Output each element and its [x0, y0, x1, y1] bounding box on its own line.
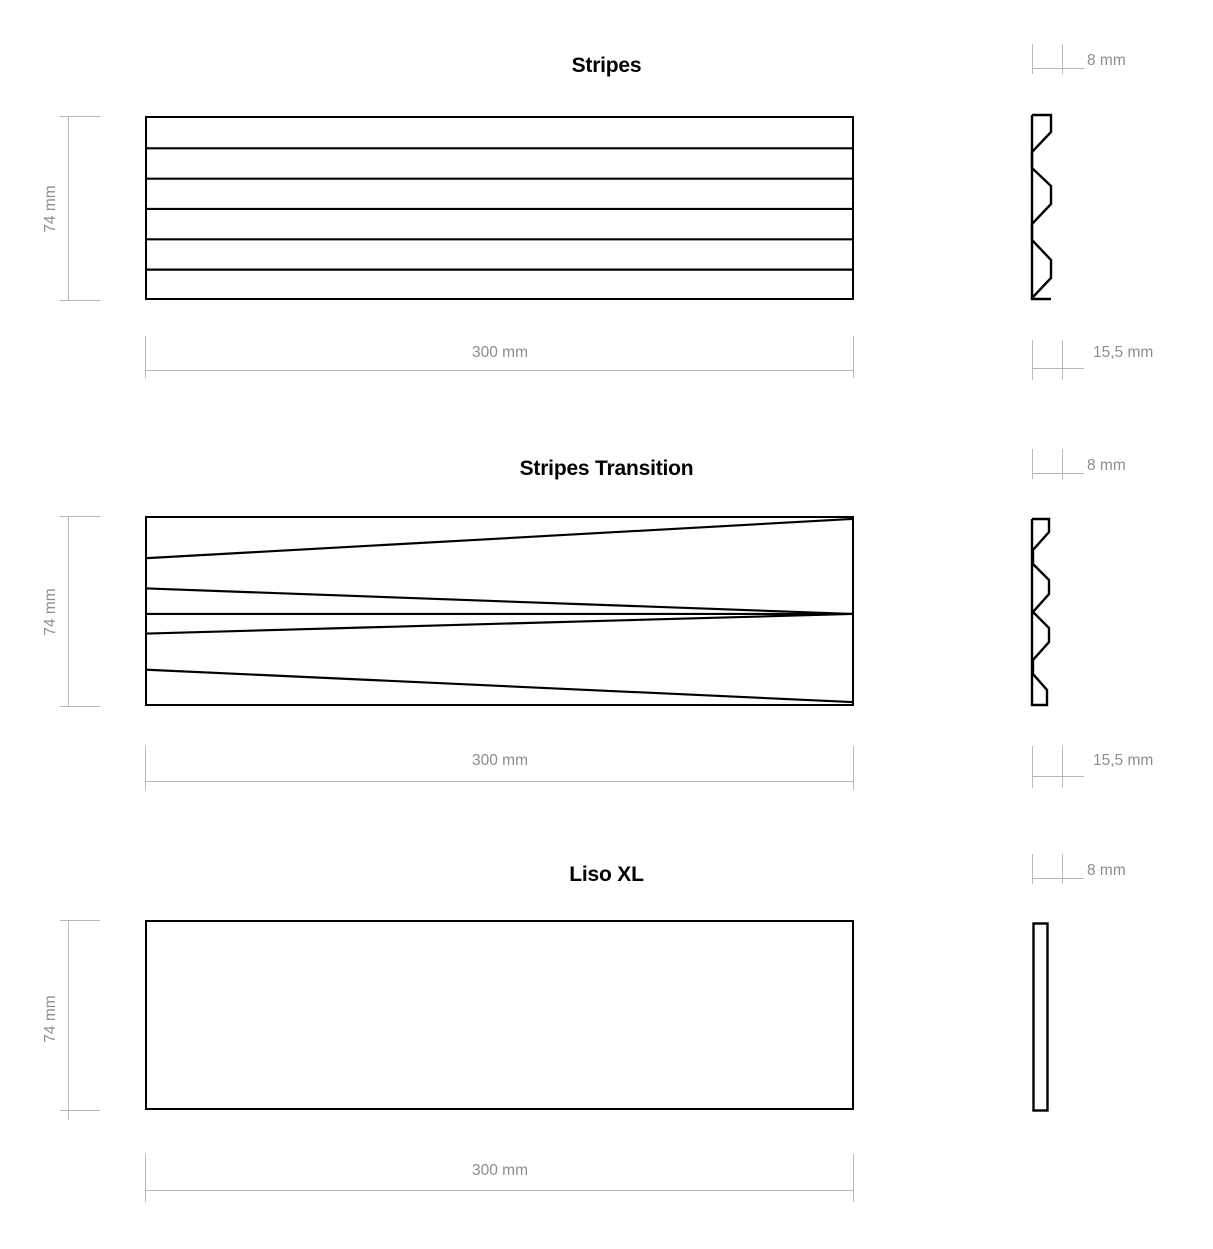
depth-dimension-line	[1032, 776, 1084, 777]
depth-extension-right	[1062, 340, 1063, 380]
thickness-dimension-line	[1032, 68, 1084, 69]
height-dimension-label: 74 mm	[42, 185, 59, 233]
width-dimension-line	[145, 781, 854, 782]
panel-title: Stripes	[571, 54, 642, 77]
width-dimension-label: 300 mm	[472, 752, 528, 769]
panel-title: Stripes Transition	[519, 457, 694, 480]
depth-extension-left	[1032, 340, 1033, 380]
section-view-stripes	[1025, 112, 1095, 302]
height-dimension-label: 74 mm	[42, 995, 59, 1043]
section-view-stripes-transition	[1025, 516, 1095, 708]
height-dimension-tick-bottom	[60, 706, 100, 707]
height-dimension-line	[68, 116, 69, 300]
panel-stripes-transition	[0, 404, 1213, 804]
thickness-dimension-label: 8 mm	[1087, 457, 1126, 474]
section-view-liso-xl	[1032, 922, 1062, 1112]
depth-extension-right	[1062, 746, 1063, 788]
depth-extension-left	[1032, 746, 1033, 788]
height-dimension-tick-top	[60, 116, 100, 117]
width-dimension-line	[145, 370, 854, 371]
thickness-extension-left	[1032, 854, 1033, 884]
height-dimension-tick-bottom	[60, 300, 100, 301]
height-dimension-tick-bottom	[60, 1110, 100, 1111]
flat-slab-profile-icon	[1032, 922, 1062, 1112]
stripes-pattern-icon	[147, 118, 852, 298]
thickness-dimension-label: 8 mm	[1087, 52, 1126, 69]
width-dimension-label: 300 mm	[472, 1162, 528, 1179]
thickness-extension-left	[1032, 44, 1033, 74]
front-view-stripes	[145, 116, 854, 300]
width-dimension-line	[145, 1190, 854, 1191]
depth-dimension-label: 15,5 mm	[1093, 344, 1154, 361]
front-view-liso-xl	[145, 920, 854, 1110]
thickness-dimension-line	[1032, 473, 1084, 474]
depth-dimension-label: 15,5 mm	[1093, 752, 1154, 769]
depth-dimension-line	[1032, 368, 1084, 369]
panel-stripes	[0, 0, 1213, 400]
width-dimension-label: 300 mm	[472, 344, 528, 361]
thickness-extension-right	[1062, 449, 1063, 479]
height-dimension-tick-top	[60, 516, 100, 517]
panel-title: Liso XL	[569, 863, 644, 886]
thickness-dimension-line	[1032, 878, 1084, 879]
half-wave-profile-icon	[1025, 516, 1095, 708]
height-dimension-line	[68, 920, 69, 1120]
height-dimension-label: 74 mm	[42, 588, 59, 636]
height-dimension-line	[68, 516, 69, 706]
converging-stripes-pattern-icon	[147, 518, 852, 704]
thickness-extension-left	[1032, 449, 1033, 479]
panel-liso-xl	[0, 810, 1213, 1249]
thickness-dimension-label: 8 mm	[1087, 862, 1126, 879]
wave-profile-icon	[1025, 112, 1095, 302]
thickness-extension-right	[1062, 854, 1063, 884]
front-view-stripes-transition	[145, 516, 854, 706]
height-dimension-tick-top	[60, 920, 100, 921]
thickness-extension-right	[1062, 44, 1063, 74]
